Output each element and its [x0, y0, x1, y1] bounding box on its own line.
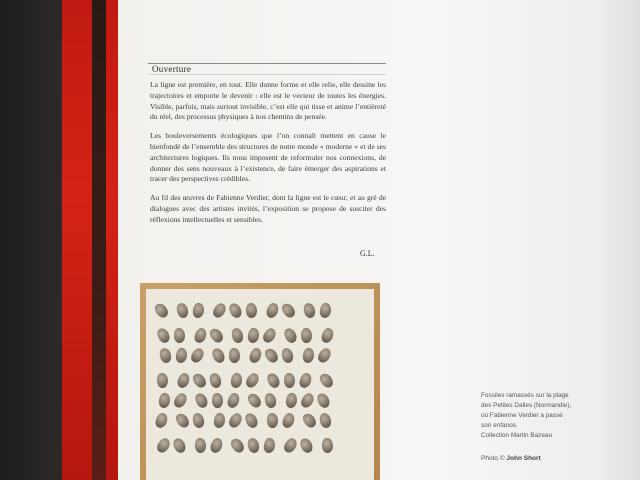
body-text [150, 80, 386, 234]
section-title: Ouverture [152, 64, 192, 74]
section-rule-bottom [148, 74, 386, 75]
paragraph-1: La ligne est première, en tout. Elle donne forme et elle relie, elle dessine les trajectoires et emporte le devenir : elle est le vecteur de toutes les énergies. Visible, parfois, mais surtout invisible, c’est elle qui tisse et anime l’entièreté du réel, des processus physiques à nos chemins de pensée. [150, 80, 386, 122]
photo-caption [481, 391, 591, 441]
fossil-specimen [284, 373, 295, 388]
fossil-specimen [195, 438, 206, 453]
dark-brushstroke [92, 0, 106, 480]
fossil-specimen [301, 328, 312, 343]
fossil-specimen [157, 373, 168, 388]
fossil-specimen [229, 348, 240, 363]
paragraph-2: Les bouleversements écologiques que l’on connaît mettent en cause le bienfondé de l’ensemble des structures de notre monde « moderne » et de ses architectures logiques. Ils nous imposent de reformuler nos connexions, de donner des sens nouveaux à l’existence, de faire émerger des aspirations et tracer des perspectives crédibles. [150, 131, 386, 184]
signature: G.L. [360, 249, 375, 258]
credit-name: John Short [506, 455, 541, 462]
fossil-specimen [322, 438, 333, 453]
page-shadow [600, 0, 640, 480]
fossil-specimen [246, 303, 257, 318]
photo-credit [481, 455, 541, 462]
paragraph-3: Au fil des œuvres de Fabienne Verdier, dont la ligne est le cœur, et au gré de dialogues avec des artistes invités, l’exposition se propose de susciter des réflexions intellectuelles et sensibles. [150, 193, 386, 224]
dark-background [0, 0, 70, 480]
fossil-specimen [212, 393, 223, 408]
caption-line: des Petites Dalles (Normandie), [481, 402, 572, 409]
credit-prefix: Photo © [481, 455, 505, 462]
caption-line: où Fabienne Verdier a passé [481, 412, 563, 419]
caption-line: son enfance. [481, 422, 518, 429]
fossil-specimen [267, 413, 278, 428]
caption-line: Collection Martin Bazeau [481, 432, 553, 439]
fossil-specimen [174, 328, 185, 343]
caption-line: Fossiles ramassés sur la plage [481, 392, 569, 399]
